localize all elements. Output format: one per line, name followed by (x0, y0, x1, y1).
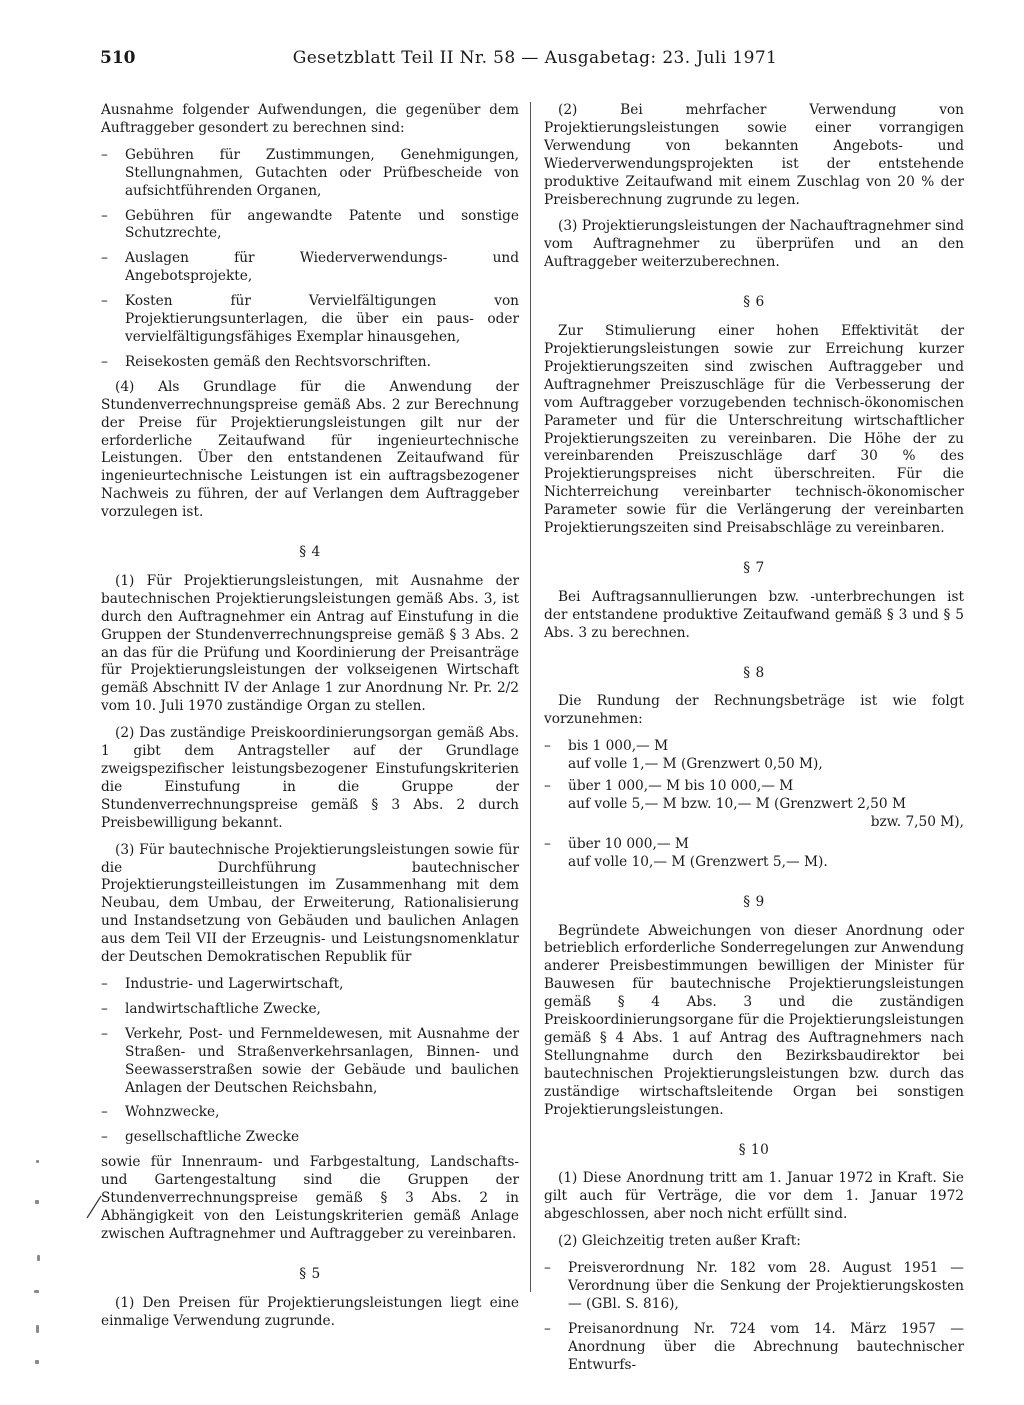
list-item: – Kosten für Vervielfältigungen von Projektierungsunterlagen, die über ein paus- oder vervielfältigungsfähiges Exemplar hinausgehen, (101, 293, 519, 347)
section-4-para-2: (2) Das zuständige Preiskoordinierungsorgan gemäß Abs. 1 gibt dem Antragsteller auf der Grundlage zweigspezifischer leistungsbezogener Einstufungskriterien die Einstufung in die Gruppe der Stundenverrechnungspreise gemäß § 3 Abs. 2 durch Preisbewilligung bekannt. (101, 725, 519, 831)
right-column (544, 102, 964, 1381)
list-item: – Preisverordnung Nr. 182 vom 28. August 1951 — Verordnung über die Senkung der Projektierungskosten — (GBl. S. 816), (544, 1260, 964, 1314)
gazette-title: Gesetzblatt Teil II Nr. 58 — Ausgabetag: 23. Juli 1971 (292, 48, 778, 68)
section-4-heading: § 4 (299, 544, 321, 561)
section-9-text: Begründete Abweichungen von dieser Anordnung oder betrieblich erforderliche Sonderregelungen zur Anwendung anderer Preisbestimmungen bewilligen der Minister für Bauwesen für bautechnische Projektierungsleistungen gemäß § 4 Abs. 3 und die zuständigen Preiskoordinierungsorgane für die Projektierungsleistungen gemäß § 4 Abs. 1 auf Antrag des Auftragnehmers nach Stellungnahme durch den Bezirksbaudirektor bei bautechnischen Projektierungsleistungen bzw. durch das zuständige wirtschaftsleitende Organ bei sonstigen Projektierungsleistungen. (544, 922, 964, 1118)
repealed-list (544, 1260, 964, 1374)
list-item: – Verkehr, Post- und Fernmeldewesen, mit Ausnahme der Straßen- und Straßenverkehrsanlagen, Binnen- und Seewasserstraßen sowie der Gebäude und baulichen Anlagen der Deutschen Reichsbahn, (101, 1026, 519, 1098)
usage-list (101, 976, 519, 1147)
section-8-intro: Die Rundung der Rechnungsbeträge ist wie folgt vorzunehmen: (544, 693, 964, 728)
paragraph-4: (4) Als Grundlage für die Anwendung der Stundenverrechnungspreise gemäß Abs. 2 zur Berechnung der Preise für Projektierungsleistungen gilt nur der erforderliche Zeitaufwand für ingenieurtechnische Leistungen. Über den entstandenen Zeitaufwand für ingenieurtechnische Leistungen ist ein auftragsbezogener Nachweis zu führen, der auf Verlangen dem Auftraggeber vorzulegen ist. (101, 378, 519, 521)
section-10-para-2: (2) Gleichzeitig treten außer Kraft: (558, 1233, 801, 1250)
rounding-rule: auf volle 10,— M (Grenzwert 5,— M). (568, 853, 828, 870)
section-10-heading: § 10 (738, 1141, 770, 1158)
section-7-text: Bei Auftragsannullierungen bzw. -unterbrechungen ist der entstandene produktive Zeitaufwand gemäß § 3 und § 5 Abs. 3 zu berechnen. (544, 588, 964, 641)
list-item (544, 836, 964, 872)
section-5-heading: § 5 (299, 1265, 321, 1282)
section-6-text: Zur Stimulierung einer hohen Effektivität der Projektierungsleistungen sowie zur Erreichung kurzer Projektierungszeiten sind zwischen Auftraggeber und Auftragnehmer Preiszuschläge für die Verbesserung der vom Auftraggeber vorzugebenden technisch-ökonomischen Parameter und für die Unterschreitung wirtschaftlicher Projektierungszeiten zu vereinbaren. Die Höhe der zu vereinbarenden Preiszuschläge darf 30 % des Projektierungspreises nicht überschreiten. Für die Nichterreichung vereinbarter technisch-ökonomischer Parameter sowie für die Verlängerung der vereinbarten Projektierungszeiten sind Preisabschläge zu vereinbaren. (544, 323, 964, 537)
section-8-heading: § 8 (743, 664, 765, 681)
rounding-rule-cont: bzw. 7,50 M), (870, 813, 964, 830)
section-5-para-3: (3) Projektierungsleistungen der Nachauftragnehmer sind vom Auftragnehmer zu überprüfen und an den Auftraggeber weiterzuberechnen. (544, 218, 964, 271)
amount-range: – über 1 000,— M bis 10 000,— M (568, 778, 794, 795)
list-item: – Reisekosten gemäß den Rechtsvorschriften. (101, 354, 519, 372)
page-header (100, 48, 970, 74)
list-item: – gesellschaftliche Zwecke (101, 1129, 519, 1147)
left-column (101, 102, 519, 1339)
list-item: – Gebühren für Zustimmungen, Genehmigungen, Stellungnahmen, Gutachten oder Prüfbescheide von aufsichtführenden Organen, (101, 147, 519, 201)
section-7-heading: § 7 (743, 559, 765, 576)
list-item: – Industrie- und Lagerwirtschaft, (101, 976, 519, 994)
rounding-rule: auf volle 5,— M bzw. 10,— M (Grenzwert 2,50 M (568, 796, 906, 812)
margin-pencil-mark (86, 1195, 102, 1219)
section-5-para-1: (1) Den Preisen für Projektierungsleistungen liegt eine einmalige Verwendung zugrunde. (101, 1294, 519, 1329)
intro-paragraph: Ausnahme folgender Aufwendungen, die gegenüber dem Auftraggeber gesondert zu berechnen sind: (101, 102, 519, 136)
section-6-heading: § 6 (743, 294, 765, 311)
list-item: – Preisanordnung Nr. 724 vom 14. März 1957 — Anordnung über die Abrechnung bautechnischer Entwurfs- (544, 1321, 964, 1375)
amount-range: – über 10 000,— M (568, 835, 689, 852)
page-number: 510 (100, 48, 136, 68)
section-4-para-1: (1) Für Projektierungsleistungen, mit Ausnahme der bautechnischen Projektierungsleistungen gemäß Abs. 3, ist durch den Auftragnehmer ein Antrag auf Einstufung in die Gruppen der Stundenverrechnungspreise gemäß § 3 Abs. 2 an das für die Prüfung und Koordinierung der Preisanträge für Projektierungsleistungen der volkseigenen Wirtschaft gemäß Abschnitt IV der Anlage 1 zur Anordnung Nr. Pr. 2/2 vom 10. Juli 1970 zuständige Organ zu stellen. (101, 572, 519, 715)
column-divider (530, 102, 531, 1292)
expense-list (101, 147, 519, 372)
list-item: – landwirtschaftliche Zwecke, (101, 1001, 519, 1019)
list-item (544, 778, 964, 832)
section-5-para-2: (2) Bei mehrfacher Verwendung von Projektierungsleistungen sowie einer vorrangigen Verwendung von bekannten Angebots- und Wiederverwendungsprojekten ist der entstehende produktive Zeitaufwand mit einem Zuschlag von 20 % der Preisberechnung zugrunde zu legen. (544, 102, 964, 208)
section-4-para-3-end: sowie für Innenraum- und Farbgestaltung, Landschafts- und Gartengestaltung sind die Gruppen der Stundenverrechnungspreise gemäß § 3 Abs. 2 in Abhängigkeit von den Leistungskriterien gemäß Anlage zwischen Auftragnehmer und Auftraggeber zu vereinbaren. (101, 1154, 519, 1242)
list-item: – Wohnzwecke, (101, 1104, 519, 1122)
list-item (544, 738, 964, 774)
section-4-para-3: (3) Für bautechnische Projektierungsleistungen sowie für die Durchführung bautechnischer Projektierungsteilleistungen im Zusammenhang mit dem Neubau, dem Umbau, der Erweiterung, Rationalisierung und Instandsetzung von Gebäuden und baulichen Anlagen aus dem Teil VII der Erzeugnis- und Leistungsnomenklatur der Deutschen Demokratischen Republik für (101, 841, 519, 966)
list-item: – Gebühren für angewandte Patente und sonstige Schutzrechte, (101, 208, 519, 244)
list-item: – Auslagen für Wiederverwendungs- und Angebotsprojekte, (101, 250, 519, 286)
rounding-rule: auf volle 1,— M (Grenzwert 0,50 M), (568, 756, 823, 773)
margin-specks (30, 1160, 46, 1390)
section-10-para-1: (1) Diese Anordnung tritt am 1. Januar 1972 in Kraft. Sie gilt auch für Verträge, die vor dem 1. Januar 1972 abgeschlossen, aber noch nicht erfüllt sind. (544, 1170, 964, 1223)
amount-range: – bis 1 000,— M (568, 738, 669, 755)
rounding-list (544, 738, 964, 871)
section-9-heading: § 9 (743, 893, 765, 910)
